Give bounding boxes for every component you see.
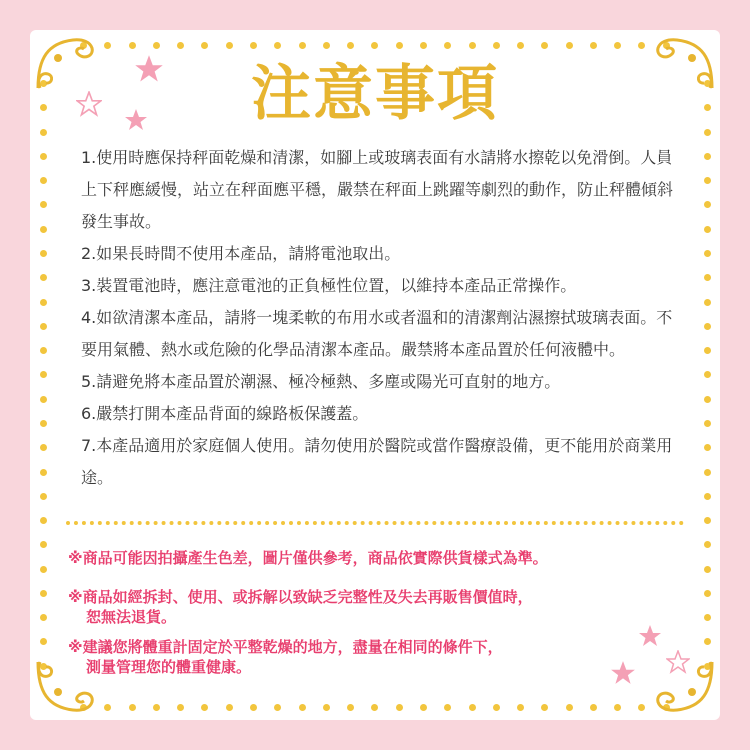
instruction-item: 3.裝置電池時，應注意電池的正負極性位置，以維持本產品正常操作。 bbox=[81, 276, 577, 295]
border-dot bbox=[614, 704, 621, 711]
note-line: ※建議您將體重計固定於平整乾燥的地方，盡量在相同的條件下， bbox=[68, 638, 503, 656]
border-dot bbox=[704, 177, 711, 184]
border-dot bbox=[704, 371, 711, 378]
border-dot bbox=[153, 704, 160, 711]
instruction-item: 5.請避免將本產品置於潮濕、極冷極熱、多塵或陽光可直射的地方。 bbox=[81, 372, 561, 391]
note-item bbox=[68, 587, 708, 627]
instruction-item: 4.如欲清潔本產品，請將一塊柔軟的布用水或者溫和的清潔劑沾濕擦拭玻璃表面。不要用氣體、熱水或危險的化學品清潔本產品。嚴禁將本產品置於任何液體中。 bbox=[81, 308, 673, 359]
border-dot bbox=[704, 250, 711, 257]
border-dot bbox=[40, 177, 47, 184]
border-dot bbox=[177, 42, 184, 49]
border-dot bbox=[704, 469, 711, 476]
border-dot bbox=[40, 566, 47, 573]
border-dot bbox=[274, 704, 281, 711]
border-dot bbox=[566, 704, 573, 711]
left-dot-border bbox=[40, 80, 47, 670]
instruction-item: 7.本產品適用於家庭個人使用。請勿使用於醫院或當作醫療設備，更不能用於商業用途。 bbox=[81, 436, 673, 487]
border-dot bbox=[590, 42, 597, 49]
border-dot bbox=[493, 42, 500, 49]
border-dot bbox=[201, 42, 208, 49]
border-dot bbox=[493, 704, 500, 711]
instruction-item: 1.使用時應保持秤面乾燥和清潔，如腳上或玻璃表面有水請將水擦乾以免滑倒。人員上下秤應緩慢，站立在秤面應平穩，嚴禁在秤面上跳躍等劇烈的動作，防止秤體傾斜發生事故。 bbox=[81, 148, 674, 231]
border-dot bbox=[250, 42, 257, 49]
border-dot bbox=[517, 42, 524, 49]
border-dot bbox=[371, 42, 378, 49]
note-line: 恕無法退貨。 bbox=[86, 608, 177, 626]
border-dot bbox=[299, 704, 306, 711]
border-dot bbox=[40, 517, 47, 524]
border-dot bbox=[40, 250, 47, 257]
border-dot bbox=[40, 444, 47, 451]
border-dot bbox=[40, 347, 47, 354]
border-dot bbox=[469, 704, 476, 711]
border-dot bbox=[469, 42, 476, 49]
note-item bbox=[68, 548, 708, 568]
border-dot bbox=[704, 444, 711, 451]
border-dot bbox=[40, 541, 47, 548]
border-dot bbox=[704, 493, 711, 500]
border-dot bbox=[104, 42, 111, 49]
border-dot bbox=[371, 704, 378, 711]
border-dot bbox=[250, 704, 257, 711]
border-dot bbox=[638, 704, 645, 711]
border-dot bbox=[226, 42, 233, 49]
border-dot bbox=[704, 517, 711, 524]
border-dot bbox=[40, 323, 47, 330]
note-item bbox=[68, 637, 708, 677]
border-dot bbox=[226, 704, 233, 711]
instruction-item: 6.嚴禁打開本產品背面的線路板保護蓋。 bbox=[81, 404, 369, 423]
border-dot bbox=[420, 42, 427, 49]
border-dot bbox=[40, 299, 47, 306]
border-dot bbox=[347, 704, 354, 711]
border-dot bbox=[40, 226, 47, 233]
top-dot-border bbox=[80, 42, 670, 49]
border-dot bbox=[614, 42, 621, 49]
border-dot bbox=[704, 396, 711, 403]
page-title: 注意事項 bbox=[251, 59, 499, 129]
border-dot bbox=[541, 704, 548, 711]
border-dot bbox=[129, 42, 136, 49]
border-dot bbox=[129, 704, 136, 711]
border-dot bbox=[299, 42, 306, 49]
border-dot bbox=[177, 704, 184, 711]
border-dot bbox=[40, 590, 47, 597]
right-dot-border bbox=[704, 80, 711, 670]
instruction-item: 2.如果長時間不使用本產品，請將電池取出。 bbox=[81, 244, 401, 263]
border-dot bbox=[444, 42, 451, 49]
border-dot bbox=[153, 42, 160, 49]
border-dot bbox=[704, 420, 711, 427]
border-dot bbox=[517, 704, 524, 711]
border-dot bbox=[347, 42, 354, 49]
border-dot bbox=[566, 42, 573, 49]
border-dot bbox=[704, 299, 711, 306]
border-dot bbox=[40, 201, 47, 208]
note-line: ※商品可能因拍攝產生色差，圖片僅供參考，商品依實際供貨樣式為準。 bbox=[68, 549, 548, 567]
border-dot bbox=[104, 704, 111, 711]
border-dot bbox=[704, 226, 711, 233]
section-divider bbox=[66, 521, 684, 525]
bottom-dot-border bbox=[80, 704, 670, 711]
instructions-list bbox=[81, 142, 681, 494]
border-dot bbox=[40, 614, 47, 621]
border-dot bbox=[40, 153, 47, 160]
border-dot bbox=[541, 42, 548, 49]
border-dot bbox=[274, 42, 281, 49]
border-dot bbox=[40, 396, 47, 403]
border-dot bbox=[704, 323, 711, 330]
border-dot bbox=[40, 469, 47, 476]
border-dot bbox=[201, 704, 208, 711]
border-dot bbox=[638, 42, 645, 49]
border-dot bbox=[590, 704, 597, 711]
border-dot bbox=[40, 371, 47, 378]
border-dot bbox=[40, 638, 47, 645]
border-dot bbox=[40, 420, 47, 427]
border-dot bbox=[420, 704, 427, 711]
border-dot bbox=[323, 704, 330, 711]
border-dot bbox=[704, 274, 711, 281]
border-dot bbox=[444, 704, 451, 711]
border-dot bbox=[323, 42, 330, 49]
note-line: ※商品如經拆封、使用、或拆解以致缺乏完整性及失去再販售價值時， bbox=[68, 588, 533, 606]
border-dot bbox=[40, 274, 47, 281]
border-dot bbox=[396, 704, 403, 711]
border-dot bbox=[396, 42, 403, 49]
border-dot bbox=[704, 347, 711, 354]
border-dot bbox=[704, 201, 711, 208]
border-dot bbox=[40, 493, 47, 500]
border-dot bbox=[704, 153, 711, 160]
note-line: 測量管理您的體重健康。 bbox=[86, 658, 252, 676]
